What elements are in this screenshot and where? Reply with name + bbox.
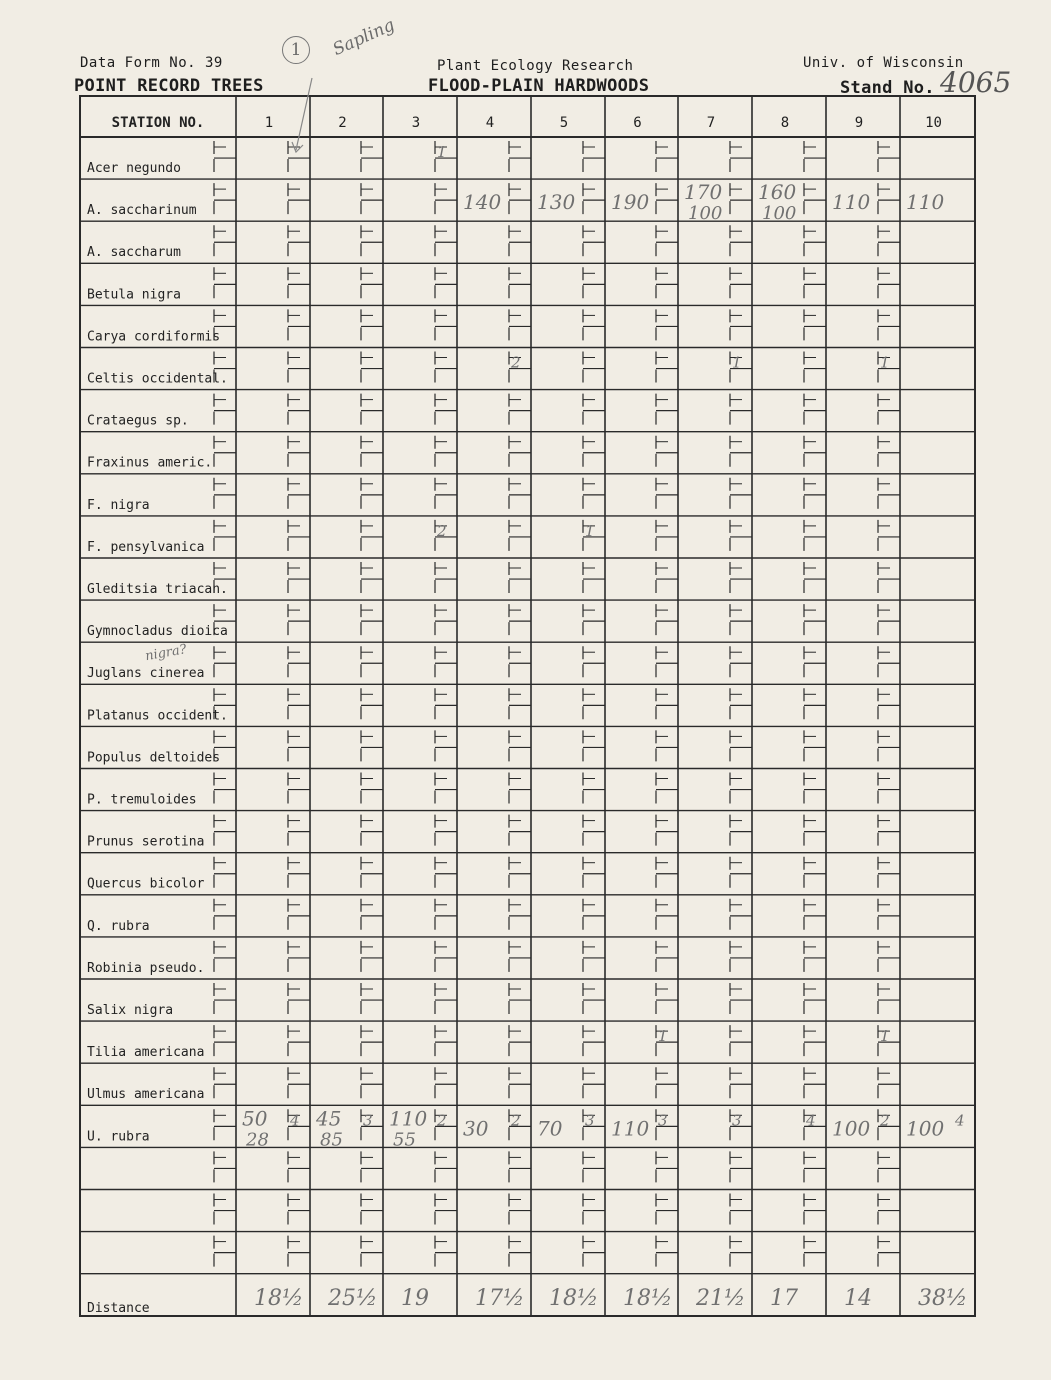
quarter-mark: 1 <box>658 1027 668 1046</box>
quarter-mark: 4 <box>955 1111 965 1130</box>
dbh-value: 110 <box>389 1106 428 1131</box>
species-label: U. rubra <box>87 1129 150 1145</box>
station-header-9: 9 <box>854 115 864 131</box>
dbh-value: 45 <box>316 1106 342 1131</box>
dbh-value-secondary: 28 <box>246 1129 269 1151</box>
distance-value: 17 <box>770 1286 798 1311</box>
station-header-2: 2 <box>338 115 347 131</box>
quarter-mark: 1 <box>880 353 890 372</box>
station-header-1: 1 <box>264 115 274 131</box>
species-label: A. saccharinum <box>87 203 197 219</box>
species-label: Carya cordiformis <box>87 329 221 345</box>
distance-value: 25½ <box>328 1286 378 1311</box>
university-name: Univ. of Wisconsin <box>803 55 964 71</box>
dbh-value-secondary: 100 <box>762 203 797 225</box>
dbh-value: 110 <box>906 190 945 215</box>
form-number: Data Form No. 39 <box>80 55 223 71</box>
dbh-value: 100 <box>832 1116 871 1141</box>
forest-type-title: FLOOD-PLAIN HARDWOODS <box>428 76 650 96</box>
distance-value: 19 <box>401 1286 429 1311</box>
quarter-mark: 3 <box>732 1111 742 1130</box>
station-header-7: 7 <box>706 115 716 131</box>
distance-value: 38½ <box>918 1286 968 1311</box>
species-label: Fraxinus americ. <box>87 455 213 471</box>
species-label: Salix nigra <box>87 1003 174 1018</box>
dbh-value: 70 <box>537 1116 563 1141</box>
dbh-value: 170 <box>684 180 723 205</box>
species-label: F. nigra <box>87 497 150 513</box>
dbh-value: 30 <box>463 1116 489 1141</box>
org-name: Plant Ecology Research <box>437 58 634 74</box>
quarter-mark: 2 <box>511 353 521 372</box>
dbh-value: 140 <box>463 190 502 215</box>
form-title: POINT RECORD TREES <box>74 76 264 96</box>
dbh-value-secondary: 55 <box>393 1129 416 1151</box>
species-label: Gymnocladus dioica <box>87 624 228 640</box>
species-label: Gleditsia triacan. <box>87 582 228 597</box>
quarter-mark: 2 <box>437 521 447 540</box>
dbh-value: 190 <box>611 190 650 215</box>
quarter-mark: 3 <box>658 1111 668 1130</box>
dbh-value: 110 <box>611 1116 650 1141</box>
station-header-4: 4 <box>485 115 495 131</box>
stand-number-handwritten: 4065 <box>940 66 1012 99</box>
species-label: Populus deltoides <box>87 750 221 766</box>
species-label: Robinia pseudo. <box>87 960 205 976</box>
station-header-8: 8 <box>780 115 790 131</box>
station-header-3: 3 <box>411 115 421 131</box>
distance-value: 17½ <box>475 1286 525 1311</box>
station-number-header: STATION NO. <box>111 115 205 131</box>
quarter-mark: 1 <box>880 1027 890 1046</box>
station-header-6: 6 <box>633 115 642 131</box>
quarter-mark: 1 <box>437 143 447 161</box>
species-label: Tilia americana <box>87 1045 205 1061</box>
dbh-value: 110 <box>832 190 871 215</box>
species-label: A. saccharum <box>87 245 181 261</box>
distance-value: 21½ <box>696 1286 746 1311</box>
quarter-mark: 3 <box>585 1111 595 1130</box>
species-label: P. tremuloides <box>87 792 197 808</box>
dbh-value: 100 <box>906 1116 945 1141</box>
distance-value: 18½ <box>549 1286 599 1311</box>
quarter-mark: 4 <box>806 1111 816 1130</box>
species-label: Prunus serotina <box>87 834 205 850</box>
distance-label: Distance <box>87 1301 150 1316</box>
station-header-5: 5 <box>559 115 569 131</box>
distance-value: 14 <box>844 1286 872 1311</box>
juglans-note: nigra? <box>144 642 188 665</box>
species-label: Juglans cinerea <box>87 666 205 682</box>
species-label: Crataegus sp. <box>87 413 189 429</box>
quarter-mark: 2 <box>880 1111 890 1130</box>
quarter-mark: 1 <box>732 353 742 372</box>
distance-value: 18½ <box>254 1286 304 1311</box>
dbh-value: 160 <box>758 180 797 205</box>
species-label: Quercus bicolor <box>87 876 205 892</box>
stand-label: Stand No. <box>840 78 935 98</box>
species-label: Platanus occident. <box>87 708 228 724</box>
quarter-mark: 2 <box>437 1111 447 1130</box>
sapling-note: Sapling <box>329 15 398 60</box>
species-label: Celtis occidental. <box>87 371 228 387</box>
species-label: F. pensylvanica <box>87 539 205 555</box>
station-header-10: 10 <box>925 115 942 131</box>
quarter-mark: 1 <box>585 521 595 540</box>
species-label: Acer negundo <box>87 161 181 176</box>
quarter-mark: 2 <box>511 1111 521 1130</box>
circled-number-note: 1 <box>282 36 310 64</box>
dbh-value: 50 <box>242 1106 268 1131</box>
dbh-value-secondary: 85 <box>320 1129 343 1151</box>
dbh-value-secondary: 100 <box>688 203 723 225</box>
species-label: Q. rubra <box>87 918 150 934</box>
species-label: Ulmus americana <box>87 1087 205 1103</box>
quarter-mark: 4 <box>290 1111 300 1130</box>
distance-value: 18½ <box>623 1286 673 1311</box>
species-label: Betula nigra <box>87 287 181 303</box>
dbh-value: 130 <box>537 190 576 215</box>
quarter-mark: 3 <box>363 1111 373 1130</box>
